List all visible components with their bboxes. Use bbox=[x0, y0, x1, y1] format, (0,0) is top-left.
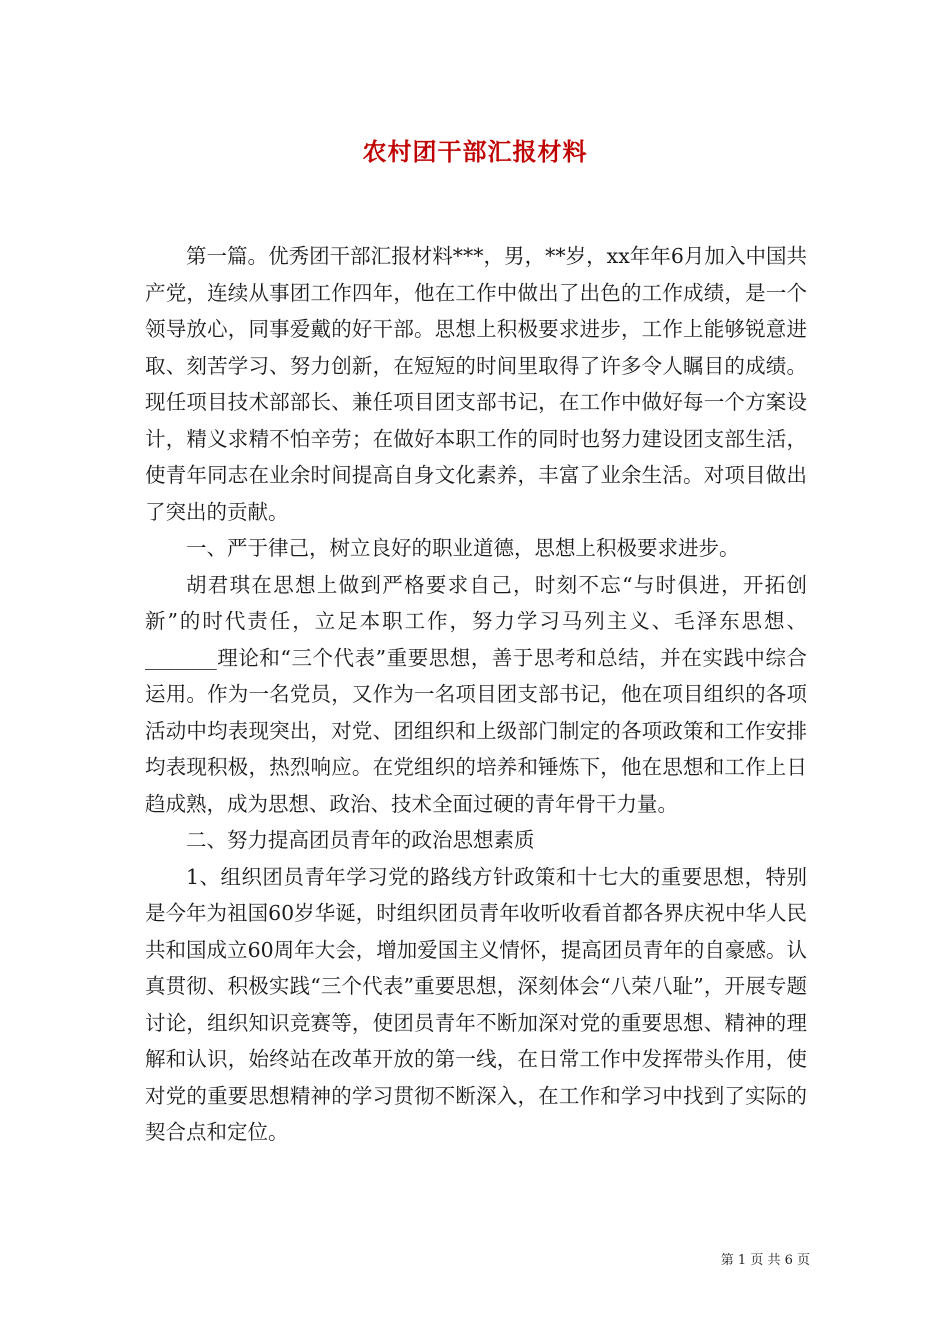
section-heading-1: 一、严于律己，树立良好的职业道德，思想上积极要求进步。 bbox=[186, 536, 740, 560]
paragraph-section-2-item-1: 1、组织团员青年学习党的路线方针政策和十七大的重要思想，特别是今年为祖国60岁华诞，时组织团员青年收听收看首都各界庆祝中华人民共和国成立60周年大会，增加爱国主义情怀，提高团员青年的自豪感。认真贯彻、积极实践“三个代表”重要思想，深刻体会“八荣八耻”，开展专题讨论，组织知识竞赛等，使团员青年不断加深对党的重要思想、精神的理解和认识，始终站在改革开放的第一线，在日常工作中发挥带头作用，使对党的重要思想精神的学习贯彻不断深入，在工作和学习中找到了实际的契合点和定位。 bbox=[145, 864, 807, 1144]
document-body bbox=[145, 238, 807, 1151]
page-number-footer: 第 1 页 共 6 页 bbox=[720, 1253, 810, 1268]
document-title: 农村团干部汇报材料 bbox=[362, 137, 588, 166]
section-heading-2: 二、努力提高团员青年的政治思想素质 bbox=[186, 828, 535, 852]
paragraph-section-1: 胡君琪在思想上做到严格要求自己，时刻不忘“与时俱进，开拓创新”的时代责任，立足本职工作，努力学习马列主义、毛泽东思想、_______理论和“三个代表”重要思想，善于思考和总结，并在实践中综合运用。作为一名党员，又作为一名项目团支部书记，他在项目组织的各项活动中均表现突出，对党、团组织和上级部门制定的各项政策和工作安排均表现积极，热烈响应。在党组织的培养和锤炼下，他在思想和工作上日趋成熟，成为思想、政治、技术全面过硬的青年骨干力量。 bbox=[145, 572, 807, 816]
paragraph-intro: 第一篇。优秀团干部汇报材料***，男，**岁，xx年年6月加入中国共产党，连续从事团工作四年，他在工作中做出了出色的工作成绩，是一个领导放心，同事爱戴的好干部。思想上积极要求进步，工作上能够锐意进取、刻苦学习、努力创新，在短短的时间里取得了许多令人瞩目的成绩。现任项目技术部部长、兼任项目团支部书记，在工作中做好每一个方案设计，精义求精不怕辛劳；在做好本职工作的同时也努力建设团支部生活，使青年同志在业余时间提高自身文化素养，丰富了业余生活。对项目做出了突出的贡献。 bbox=[145, 244, 807, 524]
